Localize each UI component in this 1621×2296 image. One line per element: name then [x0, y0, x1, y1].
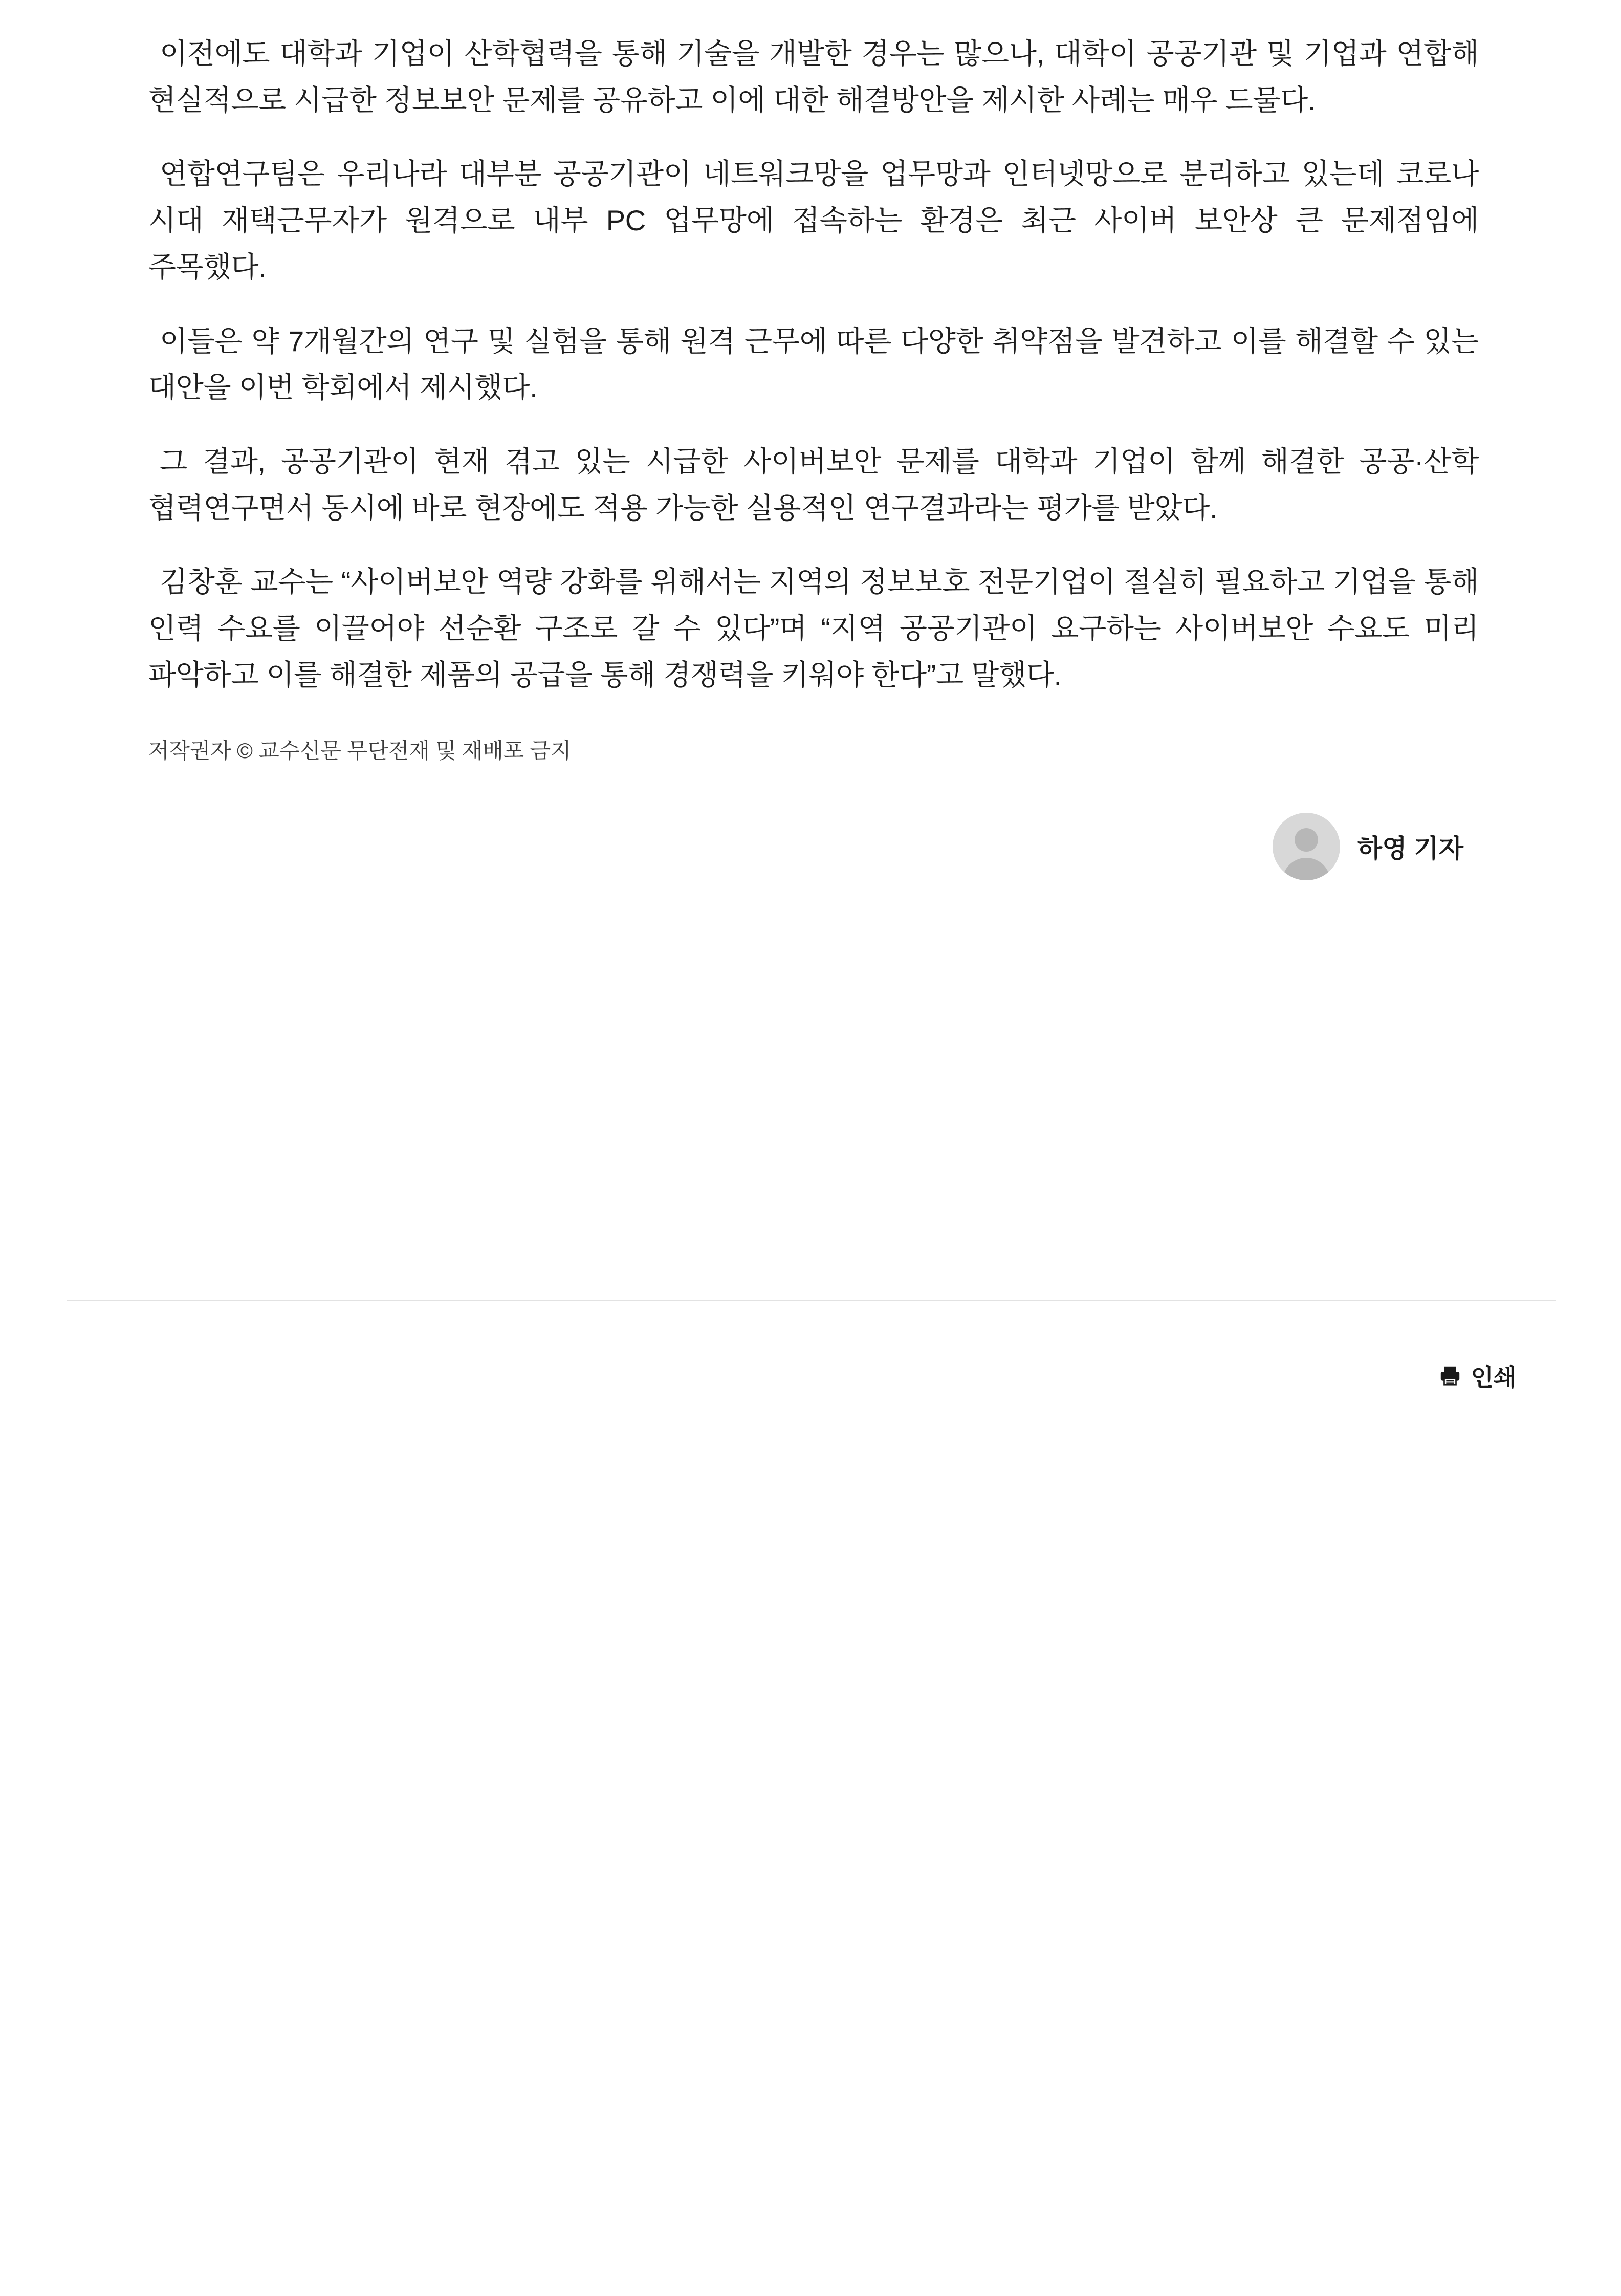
article-paragraph: 이들은 약 7개월간의 연구 및 실험을 통해 원격 근무에 따른 다양한 취약점을 발견하고 이를 해결할 수 있는 대안을 이번 학회에서 제시했다.	[148, 324, 1479, 404]
article-paragraph: 그 결과, 공공기관이 현재 겪고 있는 시급한 사이버보안 문제를 대학과 기업이 함께 해결한 공공·산학 협력연구면서 동시에 바로 현장에도 적용 가능한 실용적인 연구결과라는 평가를 받았다.	[148, 445, 1479, 524]
print-label: 인쇄	[1471, 1364, 1516, 1391]
article-paragraph: 연합연구팀은 우리나라 대부분 공공기관이 네트워크망을 업무망과 인터넷망으로 분리하고 있는데 코로나 시대 재택근무자가 원격으로 내부 PC 업무망에 접속하는 환경은 최근 사이버 보안상 큰 문제점임에 주목했다.	[148, 158, 1479, 283]
print-button[interactable]	[1438, 1359, 1516, 1393]
reporter-name: 하영 기자	[1357, 834, 1463, 863]
article-tools	[1438, 1359, 1516, 1393]
article-body	[148, 31, 1479, 880]
user-avatar-icon	[1273, 813, 1340, 880]
article-paragraph: 김창훈 교수는 “사이버보안 역량 강화를 위해서는 지역의 정보보호 전문기업이 절실히 필요하고 기업을 통해 인력 수요를 이끌어야 선순환 구조로 갈 수 있다”며 “지역 공공기관이 요구하는 사이버보안 수요도 미리 파악하고 이를 해결한 제품의 공급을 통해 경쟁력을 키워야 한다”고 말했다.	[148, 566, 1479, 691]
printer-icon	[1438, 1364, 1462, 1388]
section-divider	[67, 1300, 1556, 1301]
copyright-notice: 저작권자 © 교수신문 무단전재 및 재배포 금지	[148, 738, 572, 763]
article-paragraph: 이전에도 대학과 기업이 산학협력을 통해 기술을 개발한 경우는 많으나, 대학이 공공기관 및 기업과 연합해 현실적으로 시급한 정보보안 문제를 공유하고 이에 대한 해결방안을 제시한 사례는 매우 드물다.	[148, 37, 1479, 116]
byline	[148, 813, 1479, 880]
